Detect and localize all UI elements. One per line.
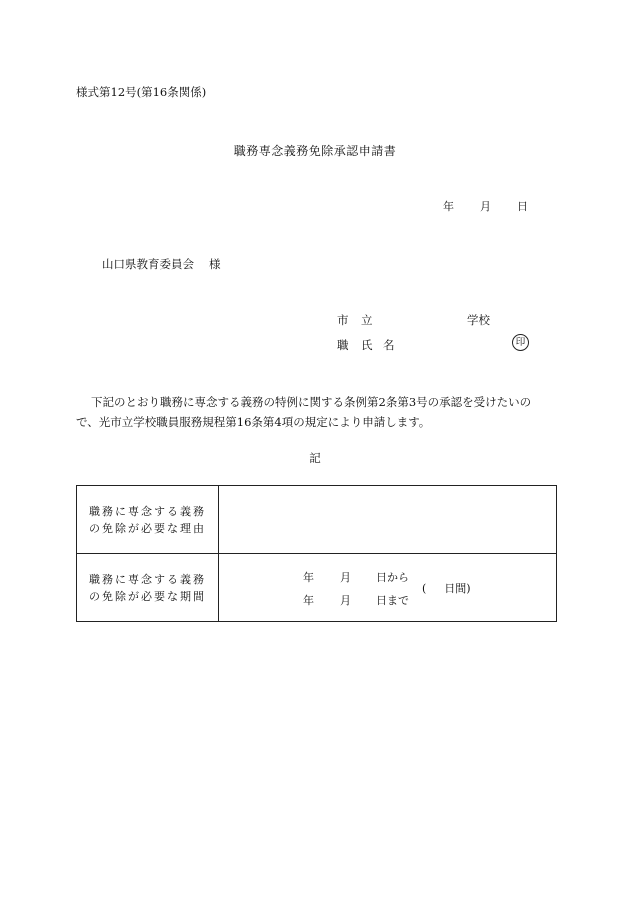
period-label-line-1: 職務に専念する義務 [89, 572, 206, 586]
city-label: 市 [337, 313, 349, 327]
to-day-label: 日まで [376, 594, 409, 607]
statement-line-1: 下記のとおり職務に専念する義務の特例に関する条例第2条第3号の承認を受けたいの [91, 395, 532, 409]
date-day-label: 日 [517, 200, 528, 213]
date-year-label: 年 [443, 200, 454, 213]
applicant-school [337, 312, 490, 328]
application-date [443, 198, 528, 214]
name-label-2: 名 [383, 338, 395, 352]
document-title: 職務専念義務免除承認申請書 [233, 144, 397, 158]
recipient-name: 山口県教育委員会 [102, 257, 194, 271]
form-number: 様式第12号(第16条関係) [76, 85, 207, 99]
days-count [422, 580, 471, 596]
reason-row [77, 486, 557, 554]
period-to [303, 592, 409, 608]
period-label-line-2: の免除が必要な期間 [89, 589, 206, 603]
reason-label [77, 486, 219, 554]
statement-line-2: で、光市立学校職員服務規程第16条第4項の規定により申請します。 [76, 415, 431, 429]
period-label [77, 554, 219, 622]
from-month-label: 月 [340, 571, 351, 584]
from-year-label: 年 [303, 571, 314, 584]
position-label: 職 [337, 338, 349, 352]
period-from [303, 569, 409, 585]
request-statement [76, 392, 556, 432]
applicant-name [337, 337, 395, 353]
ki-heading: 記 [309, 451, 321, 465]
school-label: 学校 [467, 313, 490, 327]
established-label: 立 [361, 313, 373, 327]
name-label-1: 氏 [361, 338, 373, 352]
reason-label-line-1: 職務に専念する義務 [89, 504, 206, 518]
period-field[interactable] [219, 554, 557, 622]
days-open-paren: ( [422, 582, 427, 595]
seal-mark: 印 [512, 334, 529, 351]
reason-field[interactable] [219, 486, 557, 554]
reason-label-line-2: の免除が必要な理由 [89, 521, 206, 535]
recipient-honorific: 様 [209, 257, 221, 271]
date-month-label: 月 [480, 200, 491, 213]
period-row [77, 554, 557, 622]
to-year-label: 年 [303, 594, 314, 607]
days-label: 日間) [444, 582, 471, 595]
recipient [102, 256, 221, 272]
from-day-label: 日から [376, 571, 409, 584]
to-month-label: 月 [340, 594, 351, 607]
application-table [76, 485, 557, 622]
